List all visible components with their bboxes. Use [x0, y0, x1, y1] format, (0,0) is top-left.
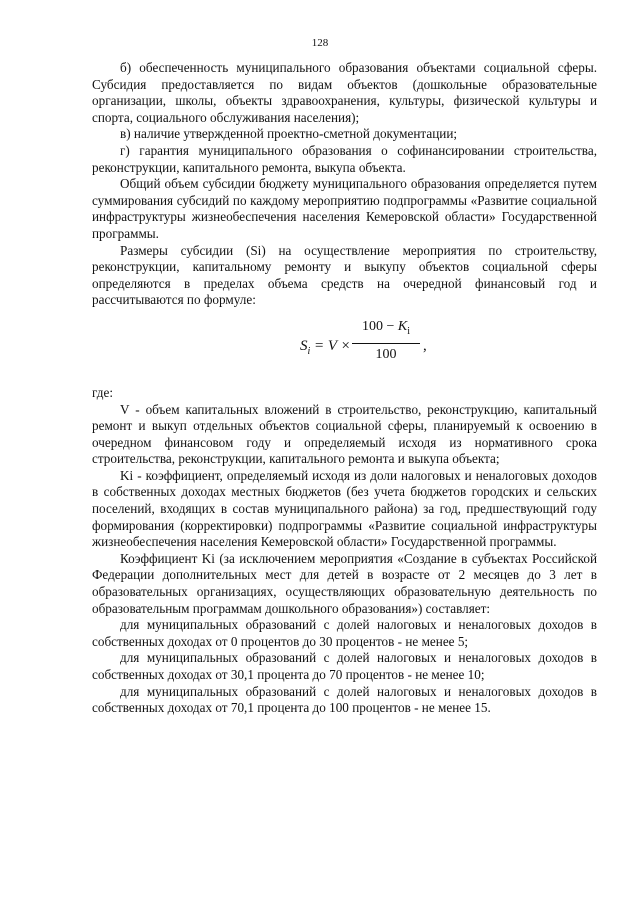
formula-equals-times: = V × [310, 337, 351, 354]
paragraph-ki-definition: Ki - коэффициент, определяемый исходя из доли налоговых и неналоговых доходов в собственных доходах местных бюджетов (без учета бюджетов городских и сельских поселений, входящих в состав муниципального района) за год, предшествующий году формирования (корректировки) подпрограммы «Развитие социальной инфраструктуры жизнеобеспечения населения Кемеровской области» Государственной программы. [92, 467, 597, 550]
subsidy-formula [92, 319, 597, 379]
paragraph-criterion-b: б) обеспеченность муниципального образования объектами социальной сферы. Субсидия предоставляется по видам объектов (дошкольные образовательные организации, школы, объекты здравоохранения, культуры, физической культуры и спорта, социального обслуживания населения); [92, 60, 597, 125]
paragraph-criterion-v: в) наличие утвержденной проектно-сметной документации; [120, 126, 458, 142]
formula-numerator [352, 319, 420, 343]
paragraph-ki-tier-1: для муниципальных образований с долей налоговых и неналоговых доходов в собственных доходах от 0 процентов до 30 процентов - не менее 5; [92, 617, 597, 649]
paragraph-where: где: [92, 384, 113, 400]
formula-numerator-const: 100 − [361, 318, 398, 334]
formula-lhs [300, 338, 351, 361]
document-body [92, 60, 597, 717]
formula-s-subscript: i [307, 345, 311, 357]
formula-denominator: 100 [375, 347, 397, 363]
paragraph-criterion-g: г) гарантия муниципального образования о софинансировании строительства, реконструкции, капитального ремонта, выкупа объекта. [92, 142, 597, 175]
paragraph-v-definition: V - объем капитальных вложений в строительство, реконструкцию, капитальный ремонт и выкуп отдельных объектов социальной сферы, планируемый к освоению в очередном финансовом году и определяемый исходя из нормативного срока строительства, реконструкции, капитального ремонта и выкупа объекта; [92, 401, 597, 467]
page-number: 128 [311, 37, 329, 49]
paragraph-ki-tier-3: для муниципальных образований с долей налоговых и неналоговых доходов в собственных доходах от 70,1 процента до 100 процентов - не менее 15. [92, 683, 597, 716]
paragraph-ki-tier-2: для муниципальных образований с долей налоговых и неналоговых доходов в собственных доходах от 30,1 процента до 70 процентов - не менее 10; [92, 650, 597, 682]
paragraph-total-subsidy: Общий объем субсидии бюджету муниципального образования определяется путем суммирования субсидий по каждому мероприятию подпрограммы «Развитие социальной инфраструктуры жизнеобеспечения населения Кемеровской области» Государственной программы. [92, 176, 597, 241]
formula-comma: , [423, 337, 427, 354]
formula-fraction [352, 319, 420, 364]
paragraph-subsidy-size: Размеры субсидии (Si) на осуществление мероприятия по строительству, реконструкции, капитальному ремонту и выкупу объектов социальной сферы определяются в пределах объема средств на очередной финансовый год и рассчитываются по формуле: [92, 242, 597, 308]
formula-k-symbol: K [397, 318, 408, 334]
formula-s-symbol: S [300, 337, 308, 354]
paragraph-ki-values-intro: Коэффициент Ki (за исключением мероприятия «Создание в субъектах Российской Федерации дополнительных мест для детей в возрасте от 2 месяцев до 3 лет в образовательных организациях, осуществляющих образовательную деятельность по образовательным программам дошкольного образования») составляет: [92, 550, 597, 616]
formula-k-subscript: i [407, 325, 411, 337]
